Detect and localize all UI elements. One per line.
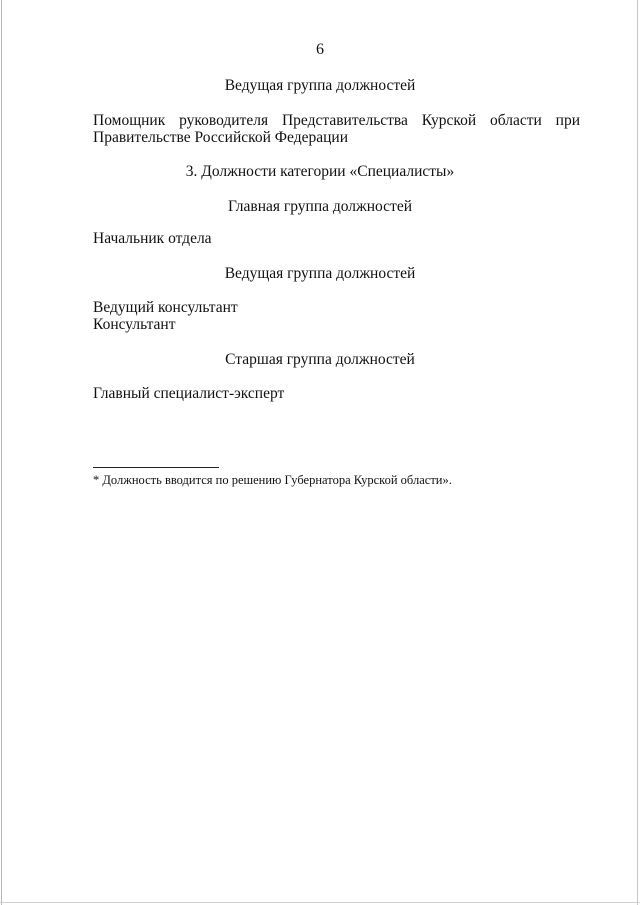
- group-heading-senior: Старшая группа должностей: [225, 351, 415, 368]
- footnote-text: * Должность вводится по решению Губернатора Курской области».: [93, 473, 452, 487]
- page-edge-right: [637, 0, 638, 905]
- position-assistant-line-2: Правительстве Российской Федерации: [93, 129, 348, 146]
- position-leading-consultant: Ведущий консультант: [93, 299, 238, 316]
- group-heading-leading: Ведущая группа должностей: [224, 77, 416, 94]
- group-heading-leading-2: Ведущая группа должностей: [224, 265, 416, 282]
- footnote-separator: [93, 467, 219, 468]
- position-assistant-line-1: Помощник руководителя Представительства Курской области при: [93, 112, 580, 129]
- page-number: 6: [316, 41, 324, 58]
- group-heading-main: Главная группа должностей: [227, 198, 413, 215]
- category-heading-specialists: 3. Должности категории «Специалисты»: [185, 163, 455, 180]
- page-edge-left: [1, 0, 2, 905]
- position-consultant: Консультант: [93, 316, 176, 333]
- page-edge-bottom: [0, 902, 640, 903]
- position-chief-specialist-expert: Главный специалист-эксперт: [93, 385, 285, 402]
- position-head-of-department: Начальник отдела: [93, 230, 212, 247]
